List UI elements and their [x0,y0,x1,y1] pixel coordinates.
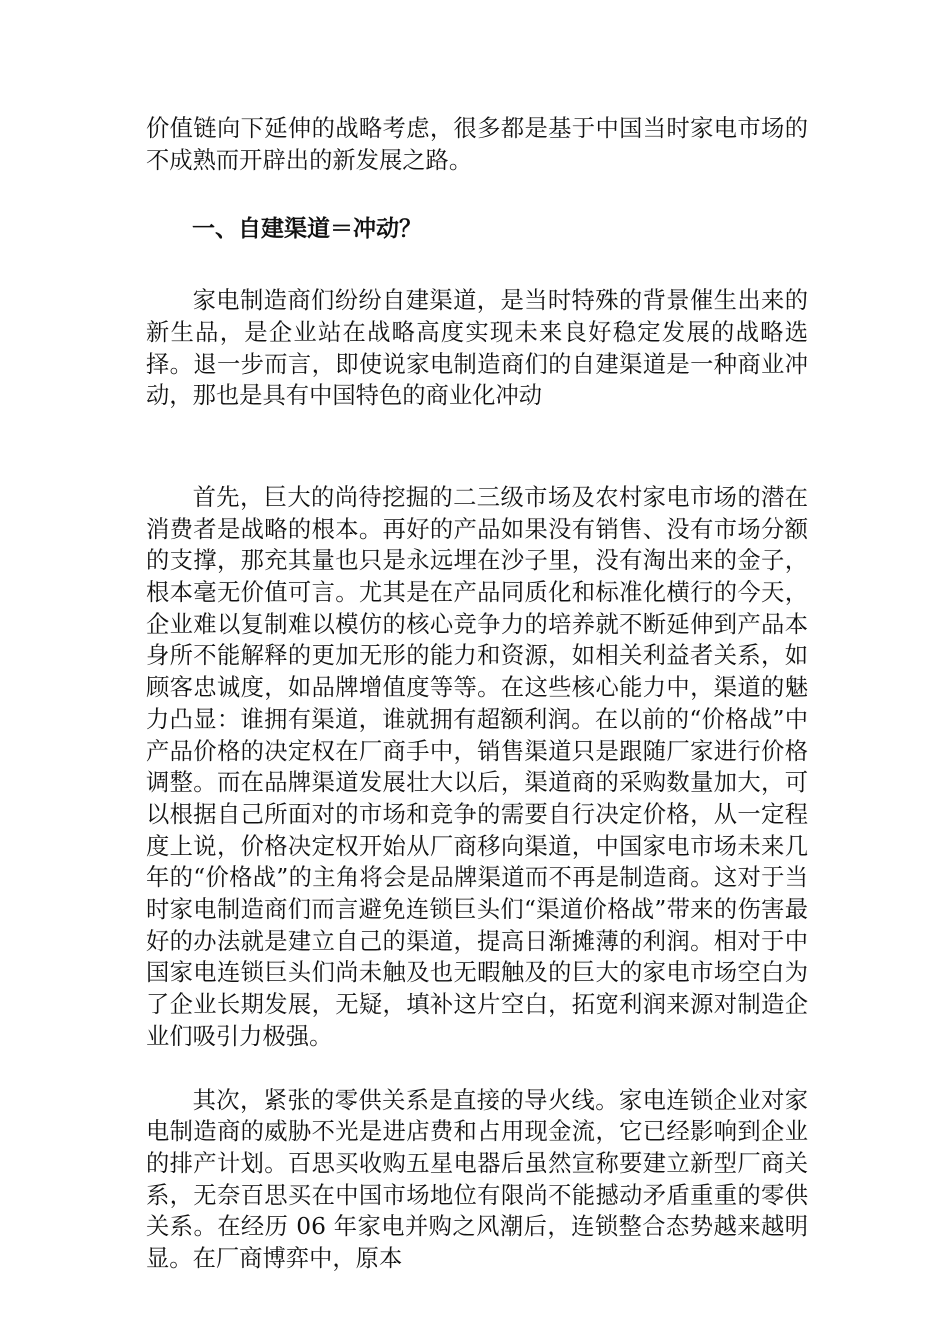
paragraph-continuation: 价值链向下延伸的战略考虑，很多都是基于中国当时家电市场的不成熟而开辟出的新发展之路。 [146,115,808,174]
paragraph-first-reason: 首先，巨大的尚待挖掘的二三级市场及农村家电市场的潜在消费者是战略的根本。再好的产品如果没有销售、没有市场分额的支撑，那充其量也只是永远埋在沙子里，没有淘出来的金子，根本毫无价值可言。尤其是在产品同质化和标准化横行的今天，企业难以复制难以模仿的核心竞争力的培养就不断延伸到产品本身所不能解释的更加无形的能力和资源，如相关利益者关系，如顾客忠诚度，如品牌增值度等等。在这些核心能力中，渠道的魅力凸显：谁拥有渠道，谁就拥有超额利润。在以前的“价格战”中产品价格的决定权在厂商手中，销售渠道只是跟随厂家进行价格调整。而在品牌渠道发展壮大以后，渠道商的采购数量加大，可以根据自己所面对的市场和竞争的需要自行决定价格，从一定程度上说，价格决定权开始从厂商移向渠道，中国家电市场未来几年的“价格战”的主角将会是品牌渠道而不再是制造商。这对于当时家电制造商们而言避免连锁巨头们“渠道价格战”带来的伤害最好的办法就是建立自己的渠道，提高日渐摊薄的利润。相对于中国家电连锁巨头们尚未触及也无暇触及的巨大的家电市场空白为了企业长期发展，无疑，填补这片空白，拓宽利润来源对制造企业们吸引力极强。 [146,483,808,1050]
document-body [146,113,808,1275]
paragraph-intro: 家电制造商们纷纷自建渠道，是当时特殊的背景催生出来的新生品，是企业站在战略高度实现未来良好稳定发展的战略选择。退一步而言，即使说家电制造商们的自建渠道是一种商业冲动，那也是具有中国特色的商业化冲动 [146,287,808,410]
paragraph-second-reason: 其次，紧张的零供关系是直接的导火线。家电连锁企业对家电制造商的威胁不光是进店费和占用现金流，它已经影响到企业的排产计划。百思买收购五星电器后虽然宣称要建立新型厂商关系，无奈百思买在中国市场地位有限尚不能撼动矛盾重重的零供关系。在经历 06 年家电并购之风潮后，连锁整合态势越来越明显。在厂商博弈中，原本 [146,1086,808,1273]
section-heading: 一、自建渠道＝冲动？ [192,216,422,243]
